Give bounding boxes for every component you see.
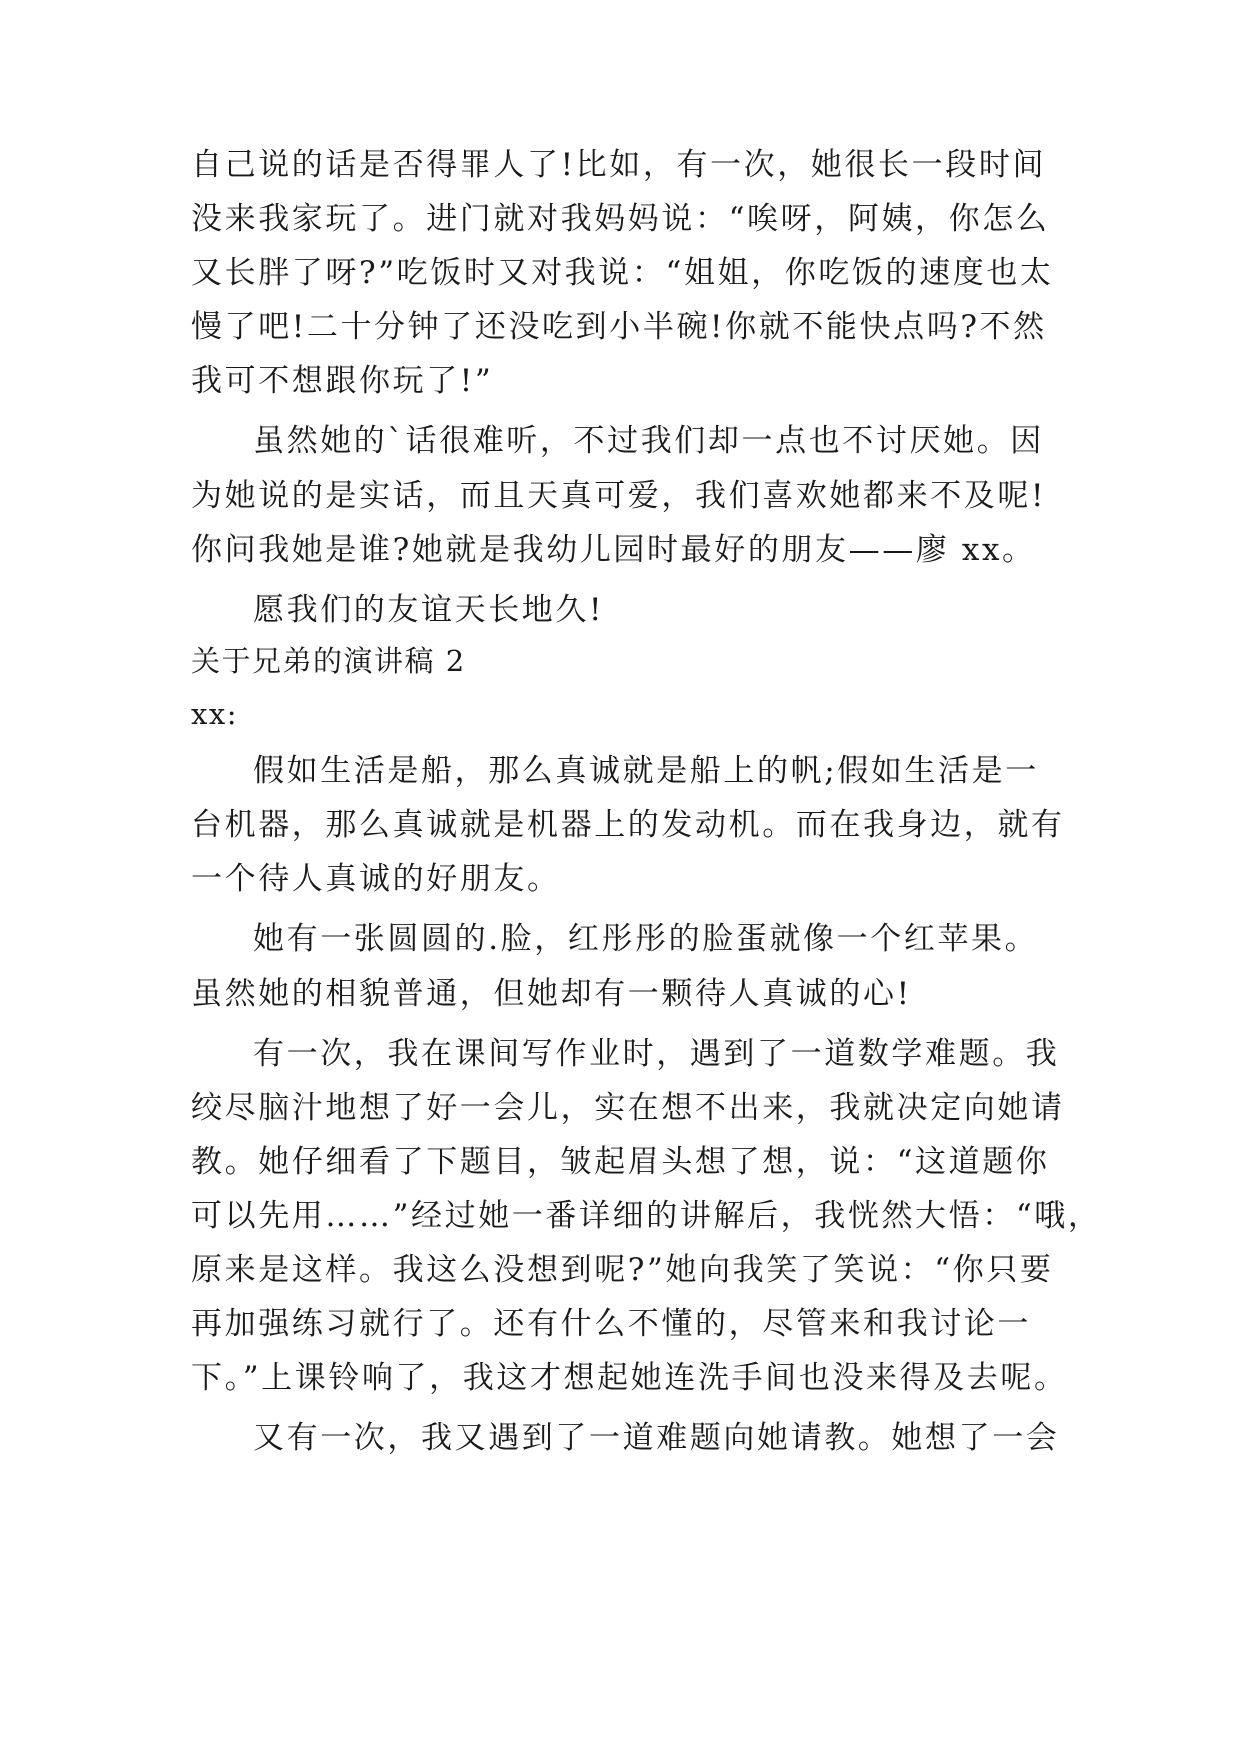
text-line-1: 自己说的话是否得罪人了!比如，有一次，她很长一段时间 xyxy=(191,147,1047,183)
text-line-16: 虽然她的相貌普通，但她却有一颗待人真诚的心! xyxy=(191,976,912,1012)
text-line-24: 又有一次，我又遇到了一道难题向她请教。她想了一会 xyxy=(253,1420,1060,1456)
text-line-18: 绞尽脑汁地想了好一会儿，实在想不出来，我就决定向她请 xyxy=(191,1090,1065,1126)
text-line-5: 我可不想跟你玩了!” xyxy=(191,363,494,399)
text-line-15: 她有一张圆圆的.脸，红彤彤的脸蛋就像一个红苹果。 xyxy=(253,921,1039,957)
text-line-17: 有一次，我在课间写作业时，遇到了一道数学难题。我 xyxy=(253,1036,1060,1072)
text-line-9: 愿我们的友谊天长地久! xyxy=(253,592,605,628)
text-line-7: 为她说的是实话，而且天真可爱，我们喜欢她都来不及呢! xyxy=(191,478,1047,514)
text-line-20: 可以先用……”经过她一番详细的讲解后，我恍然大悟：“哦， xyxy=(191,1198,1102,1234)
text-line-4: 慢了吧!二十分钟了还没吃到小半碗!你就不能快点吗?不然 xyxy=(191,309,1047,345)
text-line-2: 没来我家玩了。进门就对我妈妈说：“唉呀，阿姨，你怎么 xyxy=(191,201,1050,237)
text-line-23: 下。”上课铃响了，我这才想起她连洗手间也没来得及去呢。 xyxy=(191,1360,1068,1396)
salutation: xx: xyxy=(191,697,238,731)
text-line-21: 原来是这样。我这么没想到呢?”她向我笑了笑说：“你只要 xyxy=(191,1252,1054,1288)
text-line-8: 你问我她是谁?她就是我幼儿园时最好的朋友——廖 xx。 xyxy=(191,532,1036,568)
text-line-13: 台机器，那么真诚就是机器上的发动机。而在我身边，就有 xyxy=(191,807,1065,843)
text-line-3: 又长胖了呀?”吃饭时又对我说：“姐姐，你吃饭的速度也太 xyxy=(191,255,1054,291)
text-line-12: 假如生活是船，那么真诚就是船上的帆;假如生活是一 xyxy=(253,753,1039,789)
text-line-6: 虽然她的`话很难听，不过我们却一点也不讨厌她。因 xyxy=(253,423,1044,459)
section-heading: 关于兄弟的演讲稿 2 xyxy=(191,644,466,678)
text-line-14: 一个待人真诚的好朋友。 xyxy=(191,861,561,897)
text-line-22: 再加强练习就行了。还有什么不懂的，尽管来和我讨论一 xyxy=(191,1306,1031,1342)
text-line-19: 教。她仔细看了下题目，皱起眉头想了想，说：“这道题你 xyxy=(191,1144,1050,1180)
